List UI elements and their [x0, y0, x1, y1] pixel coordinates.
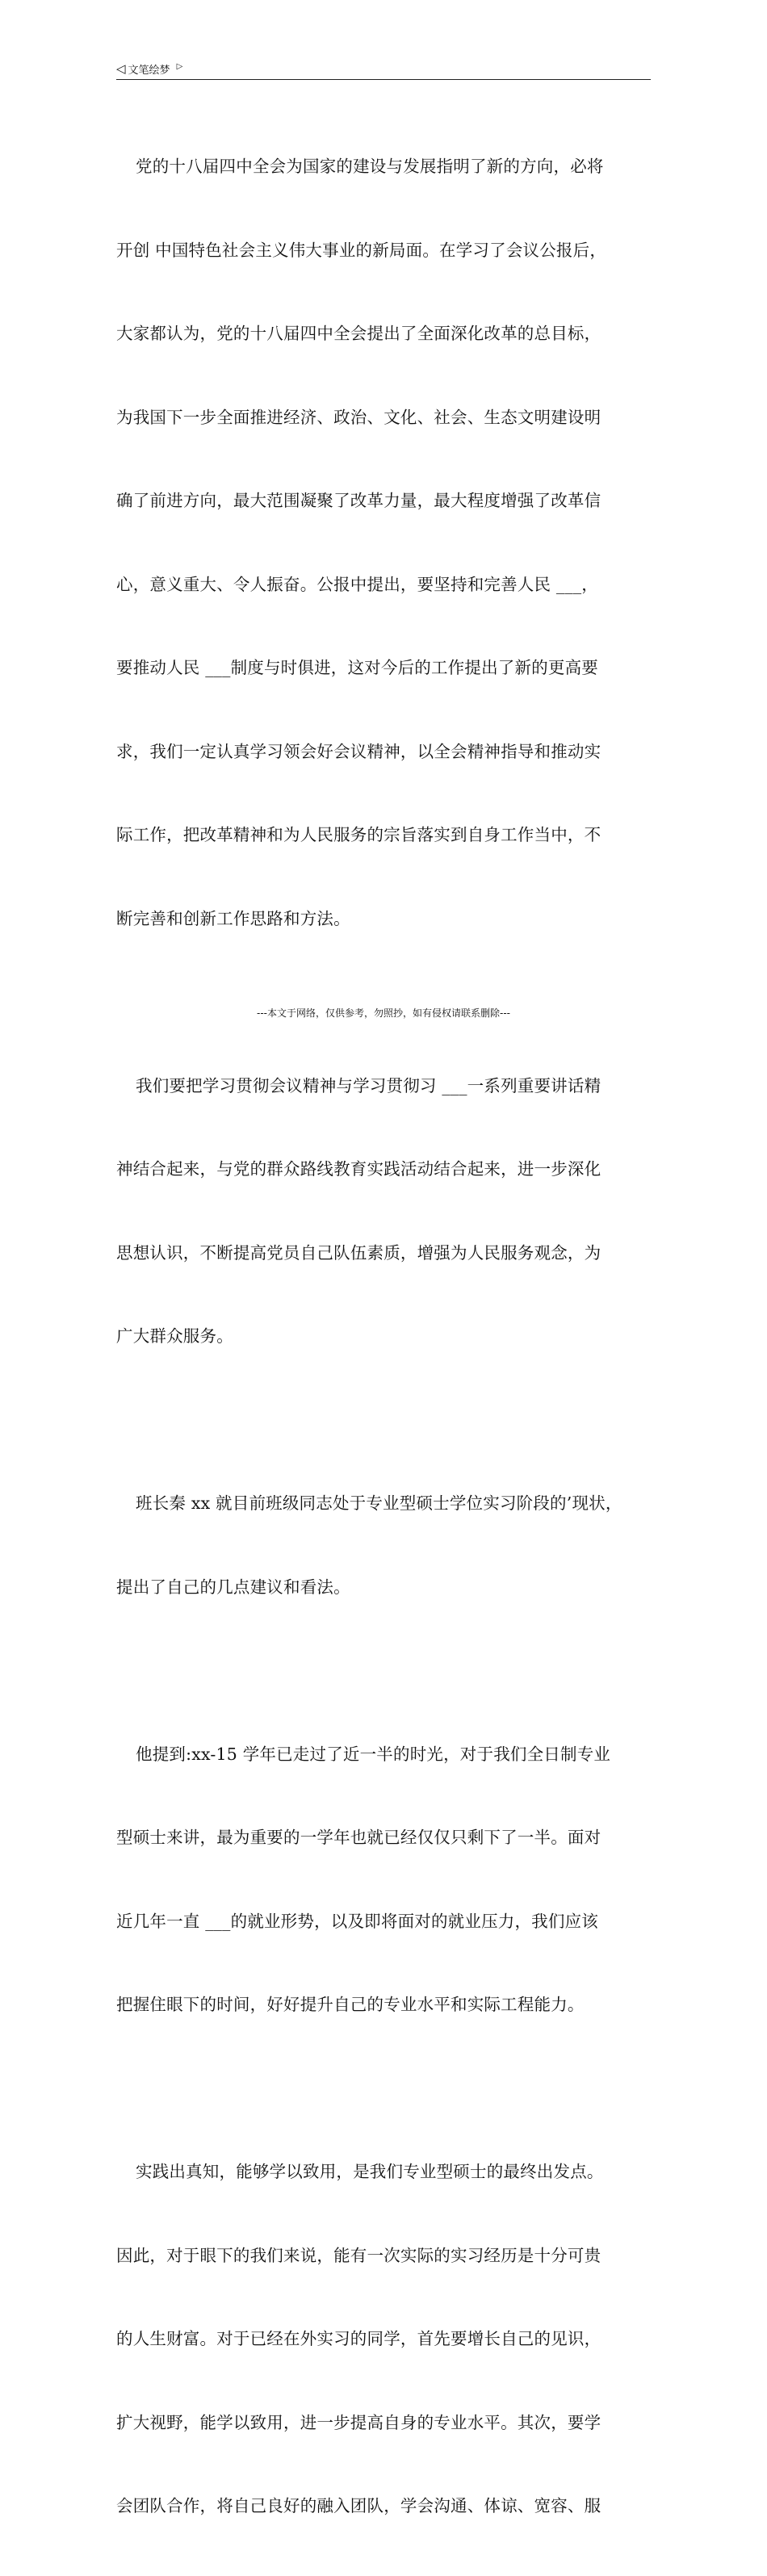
- header-brand: [116, 61, 182, 77]
- text-line: 近几年一直 ___的就业形势，以及即将面对的就业压力，我们应该: [116, 1911, 598, 1931]
- paragraph-3: [116, 1434, 651, 1657]
- paragraph-4: [116, 1685, 651, 2075]
- text-line: 因此，对于眼下的我们来说，能有一次实际的实习经历是十分可贵: [116, 2245, 601, 2265]
- text-line: 的人生财富。对于已经在外实习的同学，首先要增长自己的见识，: [116, 2329, 601, 2348]
- header-title: 文笔绘梦: [128, 65, 170, 77]
- page-header: [116, 60, 651, 80]
- text-line: 心，意义重大、令人振奋。公报中提出，要坚持和完善人民 ___，: [116, 574, 598, 594]
- text-line: 确了前进方向，最大范围凝聚了改革力量，最大程度增强了改革信: [116, 491, 601, 510]
- text-line: 我们要把学习贯彻会议精神与学习贯彻习 ___一系列重要讲话精: [136, 1075, 601, 1095]
- paragraph-1: [116, 97, 651, 988]
- text-line: 实践出真知，能够学以致用，是我们专业型硕士的最终出发点。: [136, 2162, 604, 2181]
- text-line: 大家都认为，党的十八届四中全会提出了全面深化改革的总目标，: [116, 324, 601, 343]
- text-line: 会团队合作，将自己良好的融入团队，学会沟通、体谅、宽容、服: [116, 2496, 601, 2515]
- text-line: 型硕士来讲，最为重要的一学年也就已经仅仅只剩下了一半。面对: [116, 1828, 601, 1847]
- page-footer: ---本文于网络，仅供参考，勿照抄，如有侵权请联系删除---: [257, 1007, 510, 1019]
- document-body: [116, 97, 651, 2576]
- paragraph-5: [116, 2102, 651, 2576]
- text-line: 提出了自己的几点建议和看法。: [116, 1577, 350, 1597]
- text-line: 神结合起来，与党的群众路线教育实践活动结合起来，进一步深化: [116, 1159, 601, 1179]
- text-line: 为我国下一步全面推进经济、政治、文化、社会、生态文明建设明: [116, 407, 601, 427]
- text-line: 扩大视野，能学以致用，进一步提高自身的专业水平。其次，要学: [116, 2412, 601, 2432]
- text-line: 党的十八届四中全会为国家的建设与发展指明了新的方向，必将: [136, 157, 604, 176]
- triangle-right-icon: ▷: [176, 61, 183, 71]
- text-line: 班长秦 xx 就目前班级同志处于专业型硕士学位实习阶段的’现状，: [136, 1493, 622, 1513]
- text-line: 开创 中国特色社会主义伟大事业的新局面。在学习了会议公报后，: [116, 240, 607, 260]
- text-line: 要推动人民 ___制度与时俱进，这对今后的工作提出了新的更高要: [116, 658, 598, 677]
- text-line: 际工作，把改革精神和为人民服务的宗旨落实到自身工作当中，不: [116, 825, 601, 844]
- text-line: 广大群众服务。: [116, 1326, 233, 1346]
- triangle-left-icon: ◁: [116, 61, 126, 76]
- text-line: 他提到:xx-15 学年已走过了近一半的时光，对于我们全日制专业: [136, 1744, 611, 1764]
- text-line: 把握住眼下的时间，好好提升自己的专业水平和实际工程能力。: [116, 1995, 585, 2014]
- paragraph-2: [116, 1016, 651, 1406]
- text-line: 求，我们一定认真学习领会好会议精神，以全会精神指导和推动实: [116, 741, 601, 761]
- text-line: 思想认识，不断提高党员自己队伍素质，增强为人民服务观念，为: [116, 1242, 601, 1263]
- text-line: 断完善和创新工作思路和方法。: [116, 908, 350, 928]
